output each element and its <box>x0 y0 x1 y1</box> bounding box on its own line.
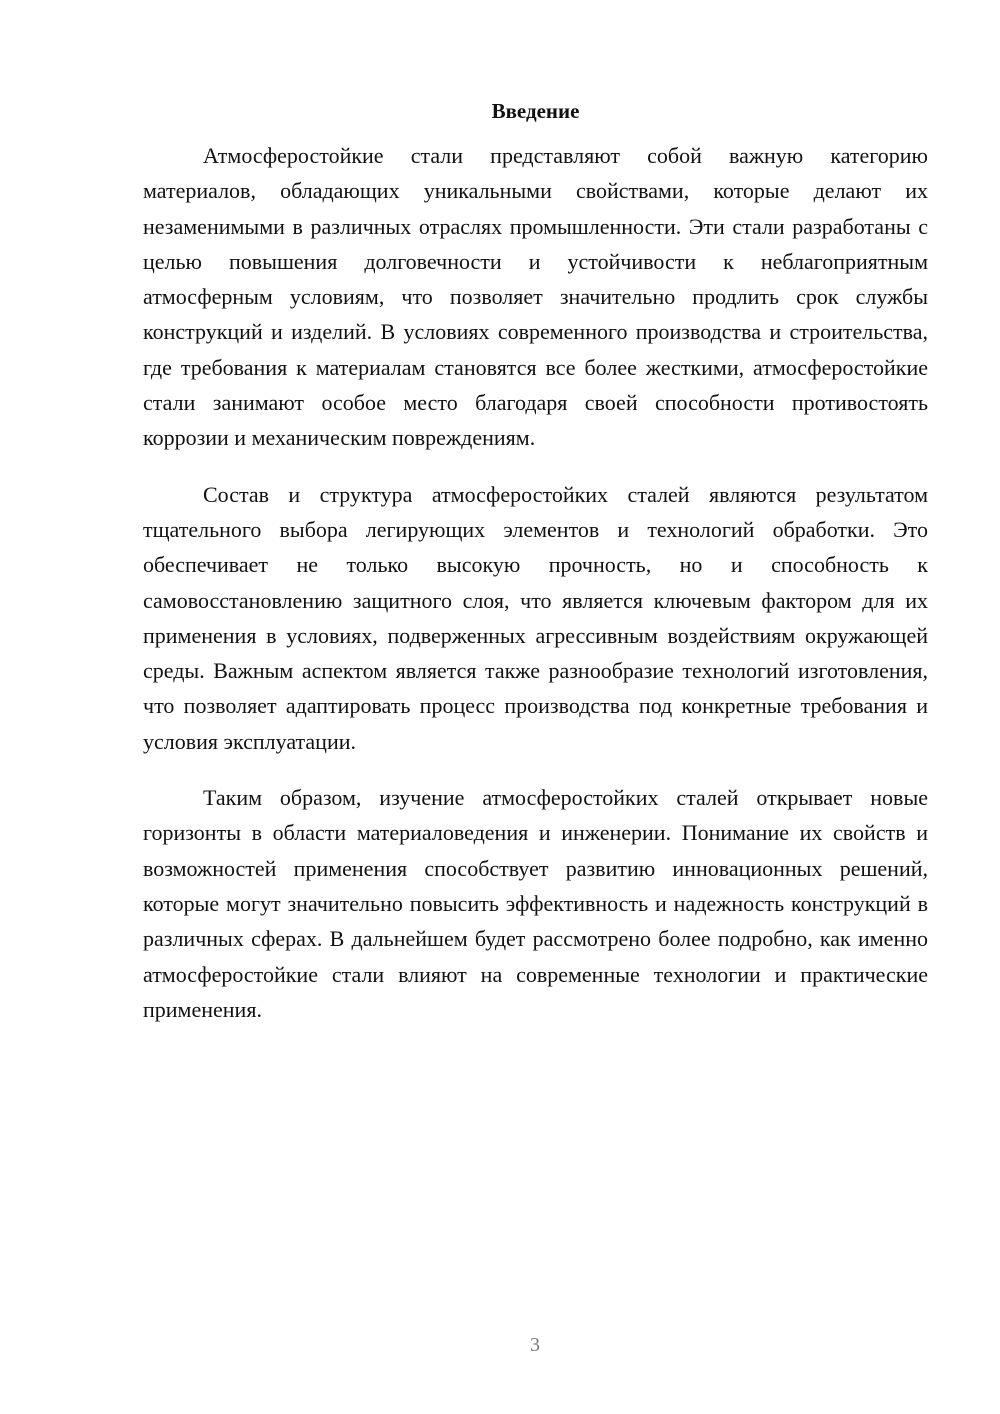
page-content <box>143 96 928 1027</box>
section-heading: Введение <box>491 99 580 123</box>
paragraph-1: Атмосферостойкие стали представляют собой важную категорию материалов, обладающих уникальными свойствами, которые делают их незаменимыми в различных отраслях промышленности. Эти стали разработаны с целью повышения долговечности и устойчивости к неблагоприятным атмосферным условиям, что позволяет значительно продлить срок службы конструкций и изделий. В условиях современного производства и строительства, где требования к материалам становятся все более жесткими, атмосферостойкие стали занимают особое место благодаря своей способности противостоять коррозии и механическим повреждениям. <box>143 143 928 451</box>
paragraph-3: Таким образом, изучение атмосферостойких сталей открывает новые горизонты в области материаловедения и инженерии. Понимание их свойств и возможностей применения способствует развитию инновационных решений, которые могут значительно повысить эффективность и надежность конструкций в различных сферах. В дальнейшем будет рассмотрено более подробно, как именно атмосферостойкие стали влияют на современные технологии и практические применения. <box>143 785 928 1022</box>
page-number: 3 <box>530 1334 540 1356</box>
paragraph-2: Состав и структура атмосферостойких сталей являются результатом тщательного выбора легирующих элементов и технологий обработки. Это обеспечивает не только высокую прочность, но и способность к самовосстановлению защитного слоя, что является ключевым фактором для их применения в условиях, подверженных агрессивным воздействиям окружающей среды. Важным аспектом является также разнообразие технологий изготовления, что позволяет адаптировать процесс производства под конкретные требования и условия эксплуатации. <box>143 481 928 754</box>
